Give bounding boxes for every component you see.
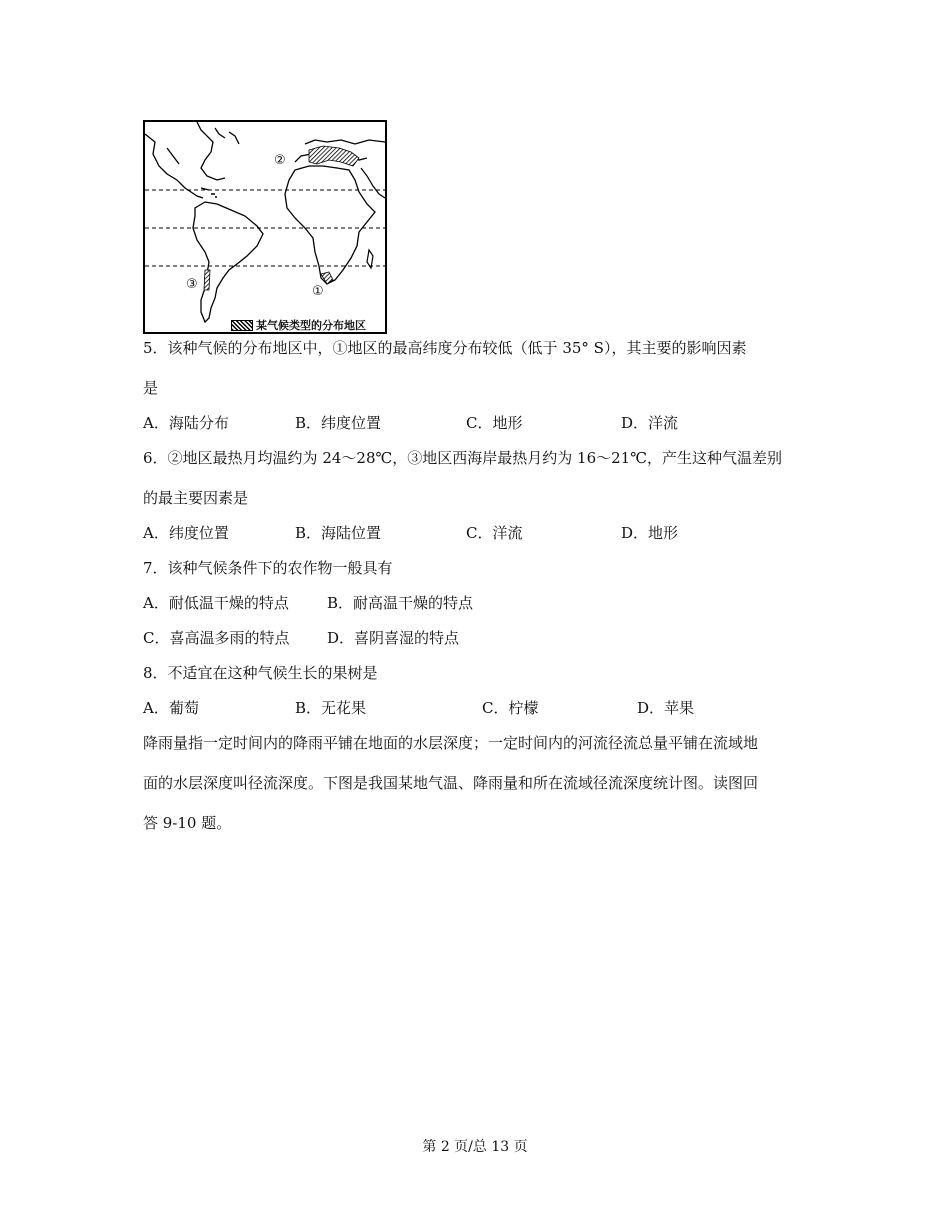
- mediterranean-climate-zone: [309, 146, 359, 166]
- map-drawing: [145, 122, 385, 332]
- q5-option-a: A．海陆分布: [143, 414, 229, 432]
- q7-stem: 7．该种气候条件下的农作物一般具有: [143, 559, 393, 577]
- map-legend: [231, 318, 366, 332]
- q5-option-b: B．纬度位置: [295, 414, 382, 432]
- marker-2: ②: [274, 153, 286, 168]
- madagascar: [367, 250, 373, 268]
- q8-option-d: D．苹果: [637, 699, 695, 717]
- caribbean-islands: [201, 188, 217, 197]
- passage-line1: 降雨量指一定时间内的降雨平铺在地面的水层深度；一定时间内的河流径流总量平铺在流域地: [143, 734, 759, 752]
- q8-option-a: A．葡萄: [143, 699, 199, 717]
- q8-stem: 8．不适宜在这种气候生长的果树是: [143, 664, 378, 682]
- hatch-swatch-icon: [231, 320, 253, 331]
- passage-line3: 答 9-10 题。: [143, 814, 232, 832]
- q6-option-a: A．纬度位置: [143, 524, 229, 542]
- q7-option-a: A．耐低温干燥的特点: [143, 594, 289, 612]
- climate-distribution-map: [143, 120, 387, 334]
- page-number: 第 2 页/总 13 页: [422, 1139, 528, 1155]
- q6-option-b: B．海陆位置: [295, 524, 382, 542]
- q8-option-c: C．柠檬: [482, 699, 539, 717]
- q5-option-c: C．地形: [466, 414, 523, 432]
- q5-stem-line1: 5．该种气候的分布地区中，①地区的最高纬度分布较低（低于 35° S），其主要的影响因素: [143, 339, 747, 357]
- q7-option-b: B．耐高温干燥的特点: [327, 594, 474, 612]
- q6-option-d: D．地形: [621, 524, 679, 542]
- q5-option-d: D．洋流: [621, 414, 679, 432]
- marker-1: ①: [312, 284, 324, 299]
- q7-option-d: D．喜阴喜湿的特点: [327, 629, 460, 647]
- q8-option-b: B．无花果: [295, 699, 367, 717]
- chile-climate-zone: [204, 270, 210, 290]
- q6-stem-line1: 6．②地区最热月均温约为 24～28℃，③地区西海岸最热月约为 16～21℃，产生这种气温差别: [143, 449, 782, 467]
- q5-stem-line2: 是: [143, 379, 159, 397]
- marker-3: ③: [186, 277, 198, 292]
- q6-option-c: C．洋流: [466, 524, 523, 542]
- q7-option-c: C．喜高温多雨的特点: [143, 629, 290, 647]
- legend-label: 某气候类型的分布地区: [256, 319, 366, 332]
- arabia-coast: [361, 168, 385, 198]
- north-america-coast: [145, 122, 239, 198]
- q6-stem-line2: 的最主要因素是: [143, 489, 249, 507]
- south-america: [193, 202, 263, 322]
- passage-line2: 面的水层深度叫径流深度。下图是我国某地气温、降雨量和所在流域径流深度统计图。读图回: [143, 774, 759, 792]
